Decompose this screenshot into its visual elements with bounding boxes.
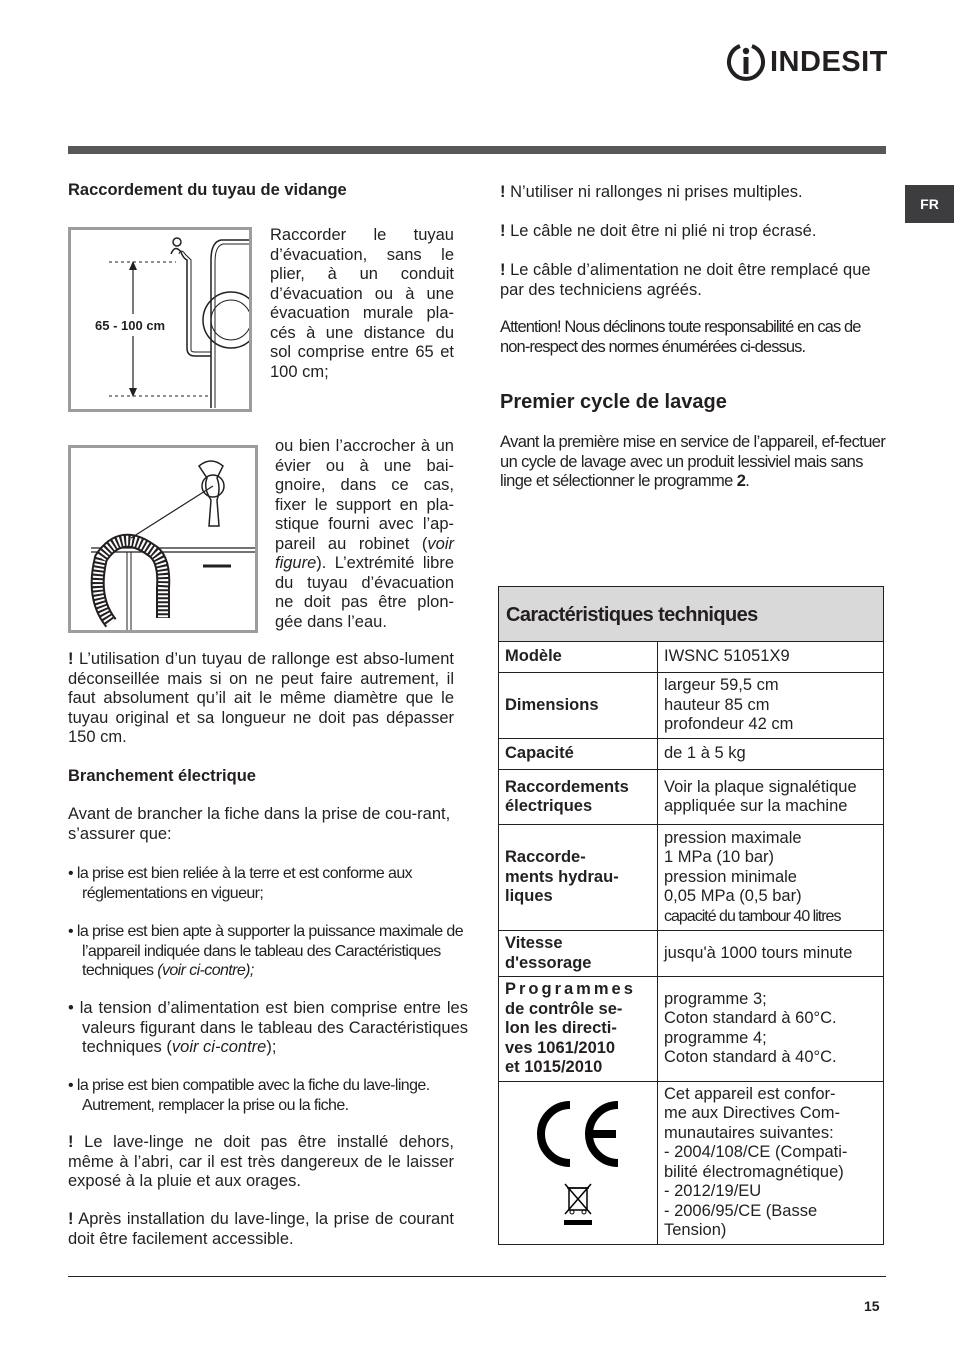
bullet-mark: • [68, 999, 74, 1017]
electrical-key-line: Raccordements [505, 777, 629, 796]
warning-mark: ! [68, 650, 74, 668]
bullet-power [68, 922, 474, 981]
dimensions-value [658, 673, 884, 739]
drain-height-figure [68, 227, 252, 412]
programs-value-line: programme 4; [664, 1028, 767, 1047]
drum-capacity: capacité du tambour 40 litres [664, 907, 841, 925]
bullet-power-see-opposite: (voir ci-contre); [157, 962, 254, 979]
ce-symbols-cell [499, 1081, 658, 1244]
outdoor-warning-text: Le lave-linge ne doit pas être installé dehors, même à l’abri, car il est très dangereux de le laisser exposé à la pluie et aux orages. [68, 1133, 454, 1190]
electrical-key-line: électriques [505, 797, 593, 815]
bullet-mark: • [68, 1077, 74, 1094]
dimension-width: largeur 59,5 cm [664, 676, 779, 695]
height-range-label: 65 - 100 cm [95, 318, 166, 333]
dimension-height: hauteur 85 cm [664, 695, 770, 714]
bullet-mark: • [68, 923, 74, 940]
first-wash-program-number: 2 [736, 472, 746, 490]
table-row [499, 642, 884, 673]
extension-hose-warning [68, 650, 454, 748]
dimension-depth: profondeur 42 cm [664, 715, 794, 734]
ce-value-line: - 2004/108/CE (Compati- [664, 1143, 848, 1161]
specs-table-block [498, 586, 884, 1245]
table-row [499, 739, 884, 770]
socket-access-warning-text: Après installation du lave-linge, la prise de courant doit être facilement accessible. [68, 1210, 454, 1248]
bullet-voltage-see-opposite: voir ci-contre [171, 1038, 267, 1056]
hydraulic-value-line: 1 MPa (10 bar) [664, 848, 775, 867]
cable-replace-warning [500, 261, 886, 300]
spin-speed-value: jusqu'à 1000 tours minute [658, 931, 884, 977]
ce-mark-icon [530, 1099, 626, 1169]
drain-p2-text-b: ). L’extrémité libre du tuyau d’évacuation ne doit pas être plon-gée dans l’eau. [275, 554, 454, 631]
hydraulic-key [499, 825, 658, 931]
table-row [499, 931, 884, 977]
programs-key-line: et 1015/2010 [505, 1058, 603, 1076]
model-value: IWSNC 51051X9 [658, 642, 884, 673]
spin-key-line: Vitesse [505, 934, 563, 952]
programs-key-line: de contrôle se- [505, 999, 623, 1018]
table-row [499, 977, 884, 1082]
ce-value-line: me aux Directives Com- [664, 1104, 841, 1122]
first-wash-period: . [745, 472, 750, 490]
warning-mark: ! [500, 222, 506, 240]
ce-value-line: munautaires suivantes: [664, 1123, 834, 1142]
drain-p2-see-figure: voir figure [275, 534, 454, 572]
cable-bend-warning-text: Le câble ne doit être ni plié ni trop écrasé. [505, 222, 817, 240]
hydraulic-value-line: pression maximale [664, 828, 802, 847]
bullet-power-text: la prise est bien apte à supporter la puissance maximale de l’appareil indiquée dans le tableau des Caractéristiques techniques [73, 923, 464, 979]
hydraulic-key-line: ments hydrau- [505, 867, 619, 886]
indesit-logo [726, 38, 888, 86]
socket-access-warning [68, 1210, 454, 1249]
programs-value-line: Coton standard à 60°C. [664, 1009, 837, 1028]
language-tab: FR [905, 185, 954, 223]
programs-value-line: programme 3; [664, 989, 767, 1008]
top-rule [68, 146, 886, 154]
bullet-mark: • [68, 865, 74, 882]
cable-bend-warning [500, 222, 886, 242]
capacity-key: Capacité [499, 739, 658, 770]
ce-value [658, 1081, 884, 1244]
programs-value-line: Coton standard à 40°C. [664, 1048, 837, 1067]
electrical-value [658, 770, 884, 825]
spin-key-line: d'essorage [505, 953, 592, 972]
extension-warning [500, 183, 886, 203]
sink-hose-figure [68, 445, 258, 633]
drain-paragraph-1: Raccorder le tuyau d’évacuation, sans le plier, à un conduit d’évacuation ou à une évacuation murale pla-cés à une distance du sol comprise entre 65 et 100 cm; [270, 226, 454, 381]
indesit-i-icon [726, 42, 766, 82]
table-row [499, 825, 884, 931]
page-number: 15 [864, 1298, 880, 1314]
dimensions-key: Dimensions [499, 673, 658, 739]
extension-warning-text: N’utiliser ni rallonges ni prises multiples. [505, 183, 803, 201]
warning-mark: ! [500, 261, 506, 279]
ce-value-line: Cet appareil est confor- [664, 1084, 836, 1103]
extension-hose-warning-text: L’utilisation d’un tuyau de rallonge est abso-lument déconseillée mais si on ne peut faire autrement, il faut absolument qu’il ait le même diamètre que le tuyau original et sa longueur ne doit pas dépasser 150 cm. [68, 650, 454, 746]
table-row [499, 1081, 884, 1244]
bottom-rule [68, 1276, 886, 1277]
drain-section-title: Raccordement du tuyau de vidange [68, 181, 347, 199]
bullet-earth [68, 864, 474, 903]
model-key: Modèle [499, 642, 658, 673]
brand-name: INDESIT [770, 46, 888, 78]
bullet-voltage [68, 999, 468, 1058]
ce-value-line: bilité électromagnétique) [664, 1162, 844, 1181]
electrical-key [499, 770, 658, 825]
bullet-earth-text: la prise est bien reliée à la terre et est conforme aux réglementations en vigueur; [73, 865, 413, 902]
specs-title: Caractéristiques techniques [498, 586, 884, 641]
programs-key-line: lon les directi- [505, 1019, 617, 1037]
spin-speed-key [499, 931, 658, 977]
drain-p2-text-a: ou bien l’accrocher à un évier ou à une bai-gnoire, dans ce cas, fixer le support en pla-stique fourni avec l’ap-pareil au robinet ( [275, 437, 454, 553]
ce-value-line: - 2012/19/EU [664, 1182, 762, 1200]
outdoor-warning [68, 1133, 454, 1192]
programs-value [658, 977, 884, 1082]
bullet-plug [68, 1076, 474, 1115]
electrical-intro: Avant de brancher la fiche dans la prise de cou-rant, s’assurer que: [68, 805, 451, 843]
first-wash-text: Avant la première mise en service de l’appareil, ef-fectuer un cycle de lavage avec un produit lessiviel mais sans linge et sélectionner le programme [500, 433, 886, 490]
first-wash-paragraph [500, 433, 892, 492]
hydraulic-key-line: liques [505, 887, 553, 906]
programs-key [499, 977, 658, 1082]
warning-mark: ! [68, 1133, 74, 1151]
hydraulic-key-line: Raccorde- [505, 848, 586, 867]
programs-key-line: Programmes [505, 980, 636, 998]
specs-table [498, 641, 884, 1245]
table-row [499, 770, 884, 825]
sink-hose-illustration [71, 448, 255, 630]
electrical-value-line: Voir la plaque signalétique [664, 777, 857, 796]
table-row [499, 673, 884, 739]
hydraulic-value-line: pression minimale [664, 867, 797, 886]
liability-notice: Attention! Nous déclinons toute responsabilité en cas de non-respect des normes énumérées ci-dessus. [500, 318, 861, 356]
warning-mark: ! [68, 1210, 74, 1228]
ce-value-line: Tension) [664, 1221, 727, 1239]
cable-replace-warning-text: Le câble d’alimentation ne doit être remplacé que par des techniciens agréés. [500, 261, 871, 299]
programs-key-line: ves 1061/2010 [505, 1038, 616, 1057]
warning-mark: ! [500, 183, 506, 201]
first-wash-title: Premier cycle de lavage [500, 391, 727, 413]
hydraulic-value-line: 0,05 MPa (0,5 bar) [664, 887, 802, 906]
weee-crossed-bin-icon [561, 1180, 595, 1226]
hydraulic-value [658, 825, 884, 931]
electrical-section-title: Branchement électrique [68, 767, 256, 785]
bullet-plug-text: la prise est bien compatible avec la fiche du lave-linge. Autrement, remplacer la prise ou la fiche. [73, 1077, 430, 1114]
ce-value-line: - 2006/95/CE (Basse [664, 1201, 818, 1220]
bullet-voltage-text-b: ); [266, 1038, 277, 1056]
drain-paragraph-2 [275, 437, 454, 632]
capacity-value: de 1 à 5 kg [658, 739, 884, 770]
bullet-voltage-text-a: la tension d’alimentation est bien comprise entre les valeurs figurant dans le tableau des Caractéristiques techniques ( [73, 999, 468, 1056]
electrical-value-line: appliquée sur la machine [664, 797, 848, 815]
